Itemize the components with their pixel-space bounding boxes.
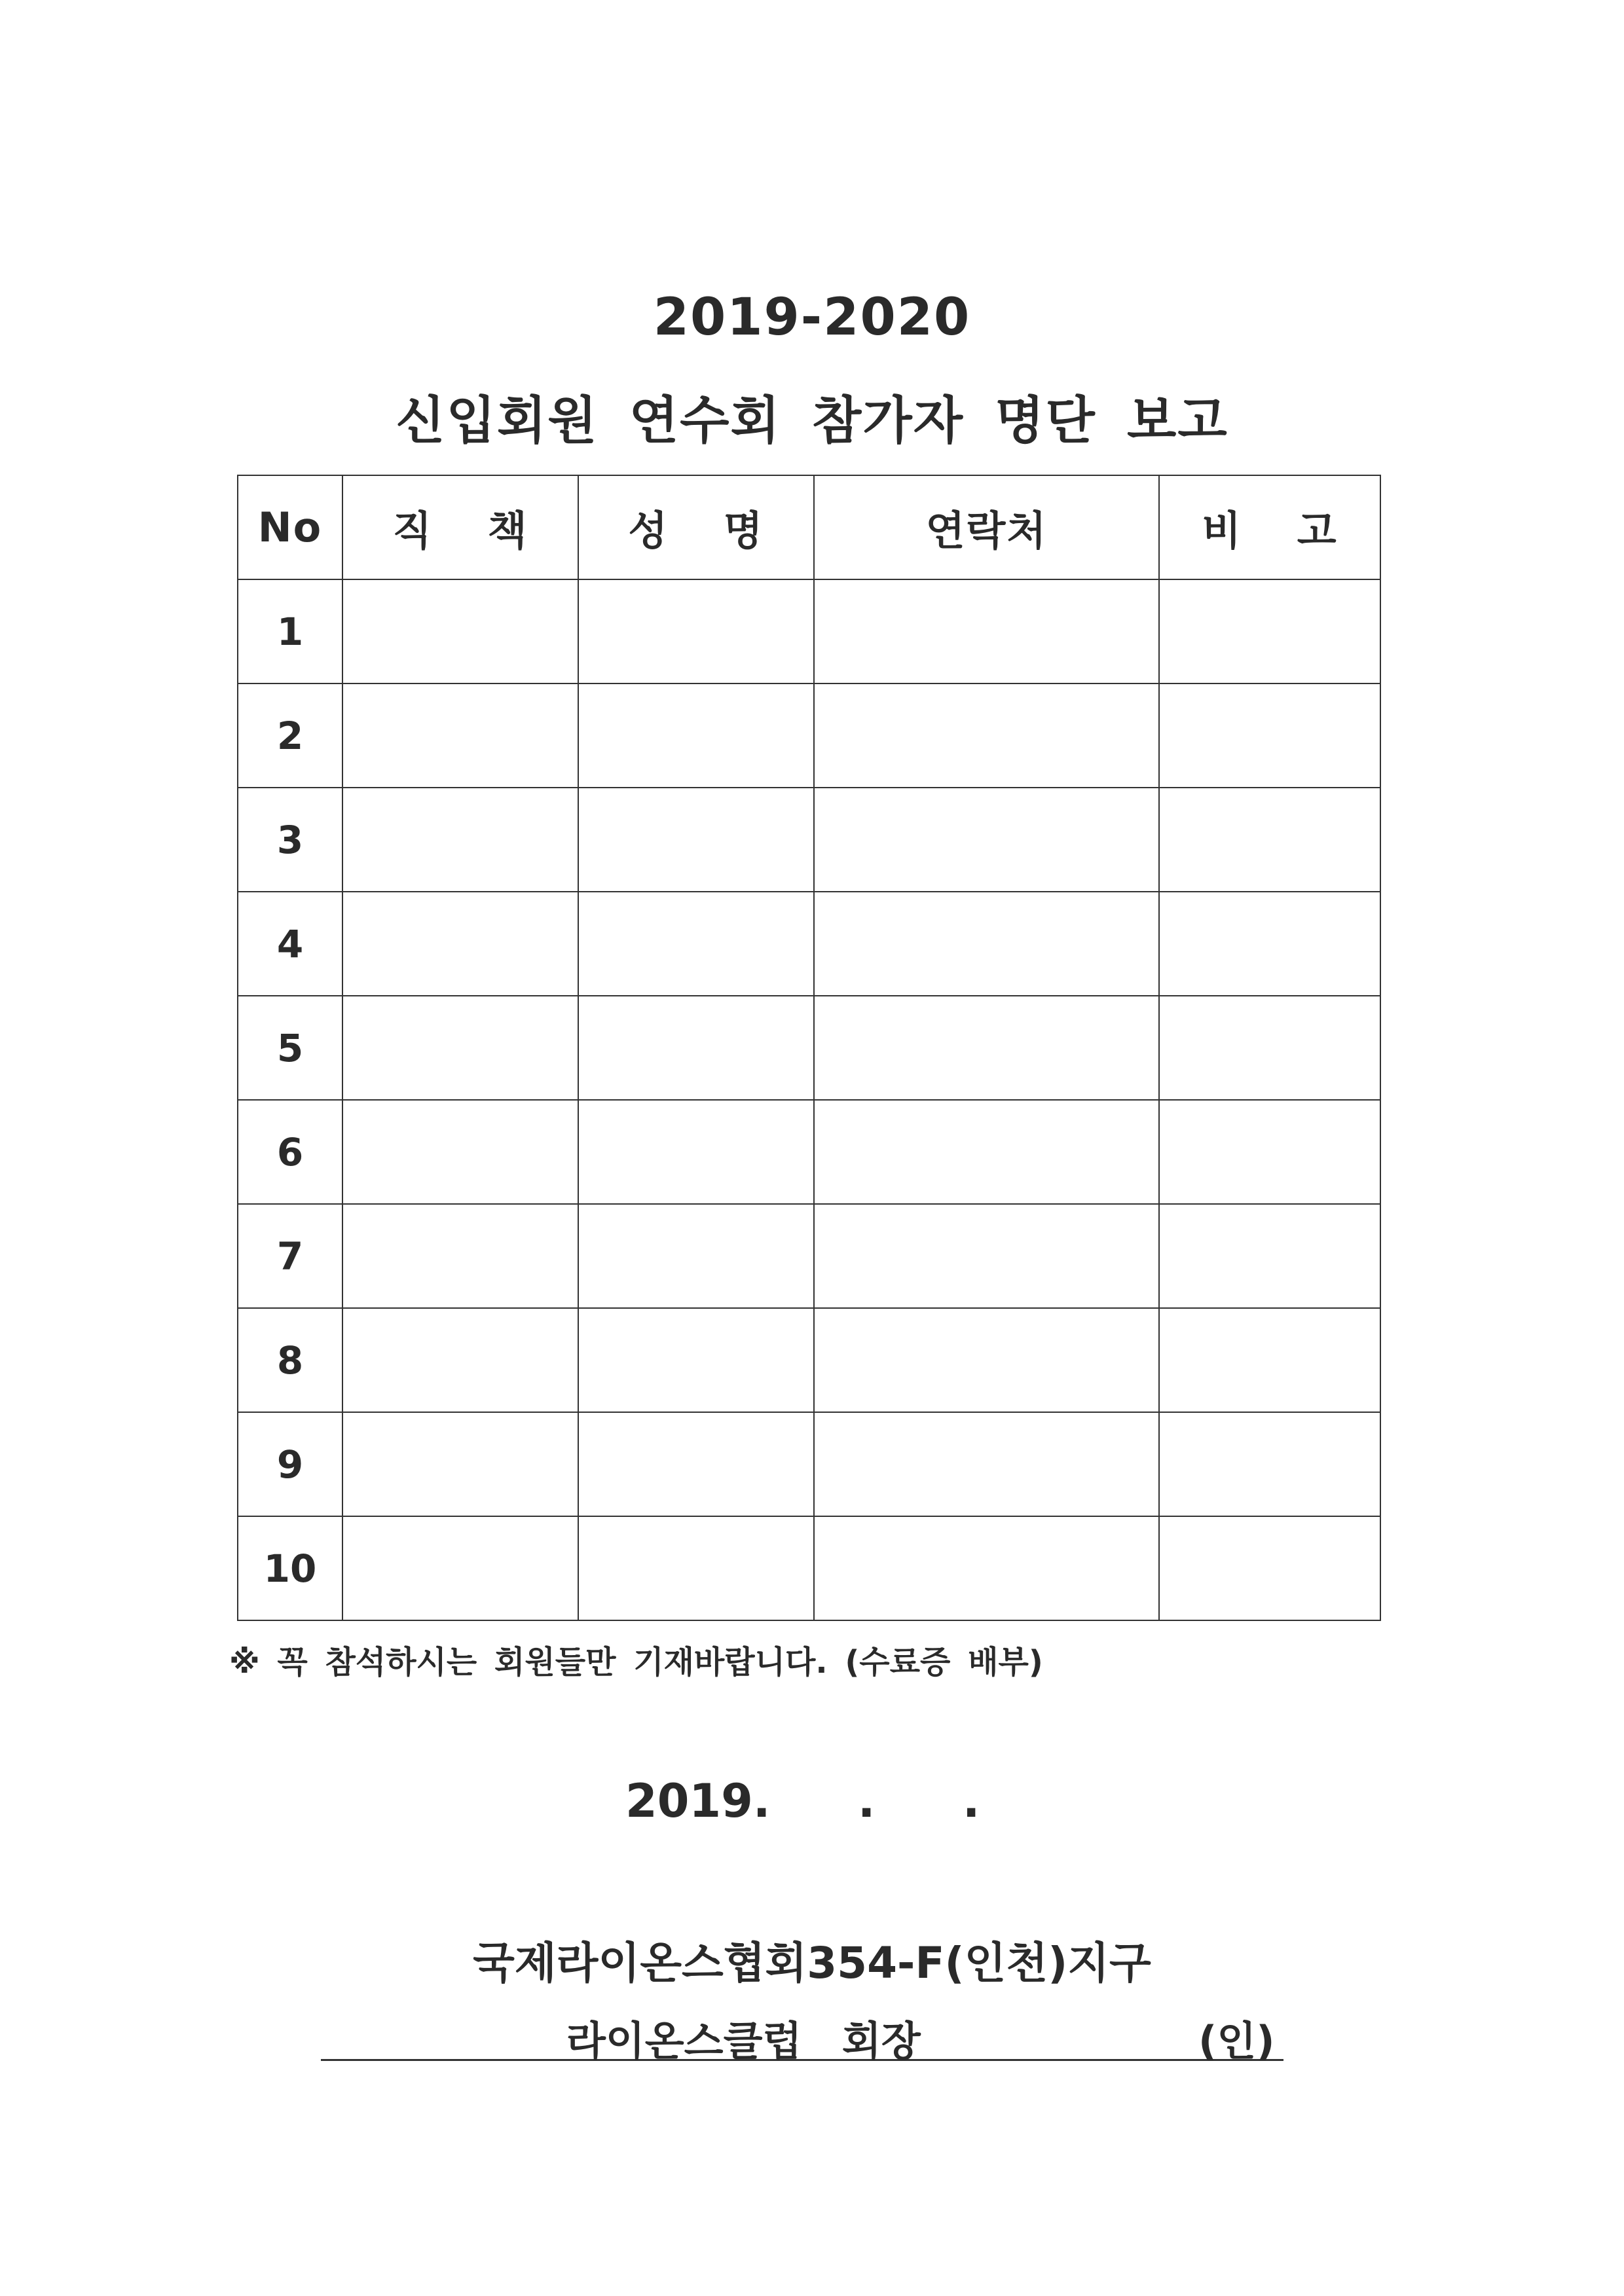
- table-row: [238, 996, 1380, 1100]
- contact-cell[interactable]: [814, 683, 1159, 788]
- position-cell[interactable]: [342, 1308, 578, 1412]
- remarks-cell[interactable]: [1159, 1516, 1380, 1620]
- name-cell[interactable]: [578, 1308, 814, 1412]
- name-cell[interactable]: [578, 1100, 814, 1204]
- name-cell[interactable]: [578, 1204, 814, 1308]
- table-row: [238, 683, 1380, 788]
- header-contact: 연락처: [814, 475, 1159, 579]
- remarks-cell[interactable]: [1159, 996, 1380, 1100]
- remarks-cell[interactable]: [1159, 1204, 1380, 1308]
- row-number: 10: [238, 1516, 342, 1620]
- name-cell[interactable]: [578, 788, 814, 892]
- position-cell[interactable]: [342, 788, 578, 892]
- name-cell[interactable]: [578, 1412, 814, 1516]
- name-cell[interactable]: [578, 683, 814, 788]
- remarks-cell[interactable]: [1159, 1100, 1380, 1204]
- name-cell[interactable]: [578, 996, 814, 1100]
- table-row: [238, 1308, 1380, 1412]
- name-cell[interactable]: [578, 1516, 814, 1620]
- remarks-cell[interactable]: [1159, 683, 1380, 788]
- report-date: [625, 1774, 980, 1828]
- row-number: 9: [238, 1412, 342, 1516]
- name-cell[interactable]: [578, 579, 814, 683]
- position-cell[interactable]: [342, 996, 578, 1100]
- row-number: 4: [238, 892, 342, 996]
- name-cell[interactable]: [578, 892, 814, 996]
- row-number: 3: [238, 788, 342, 892]
- remarks-cell[interactable]: [1159, 1308, 1380, 1412]
- table-row: [238, 1204, 1380, 1308]
- row-number: 2: [238, 683, 342, 788]
- remarks-cell[interactable]: [1159, 892, 1380, 996]
- remarks-cell[interactable]: [1159, 1412, 1380, 1516]
- position-cell[interactable]: [342, 1412, 578, 1516]
- contact-cell[interactable]: [814, 892, 1159, 996]
- header-position: 직 책: [342, 475, 578, 579]
- contact-cell[interactable]: [814, 1412, 1159, 1516]
- position-cell[interactable]: [342, 1100, 578, 1204]
- header-no: No: [238, 475, 342, 579]
- header-name: 성 명: [578, 475, 814, 579]
- row-number: 1: [238, 579, 342, 683]
- table-row: [238, 892, 1380, 996]
- position-cell[interactable]: [342, 892, 578, 996]
- row-number: 5: [238, 996, 342, 1100]
- document-year: 2019-2020: [653, 288, 971, 347]
- contact-cell[interactable]: [814, 996, 1159, 1100]
- date-day-separator: .: [962, 1774, 980, 1828]
- contact-cell[interactable]: [814, 579, 1159, 683]
- attendance-notice: ※ 꼭 참석하시는 회원들만 기재바랍니다. (수료증 배부): [229, 1644, 1043, 1681]
- date-year: 2019.: [625, 1774, 771, 1828]
- participant-table: [237, 475, 1381, 1621]
- contact-cell[interactable]: [814, 1100, 1159, 1204]
- contact-cell[interactable]: [814, 788, 1159, 892]
- row-number: 8: [238, 1308, 342, 1412]
- header-remarks: 비 고: [1159, 475, 1380, 579]
- position-cell[interactable]: [342, 1204, 578, 1308]
- table-header-row: [238, 475, 1380, 579]
- date-month-separator: .: [857, 1774, 876, 1828]
- club-president-label: 라이온스클럽 회장: [566, 2017, 921, 2065]
- seal-mark: (인): [1198, 2017, 1275, 2065]
- contact-cell[interactable]: [814, 1204, 1159, 1308]
- position-cell[interactable]: [342, 1516, 578, 1620]
- remarks-cell[interactable]: [1159, 788, 1380, 892]
- table-row: [238, 1100, 1380, 1204]
- organization-name: 국제라이온스협회354-F(인천)지구: [473, 1938, 1151, 1988]
- table-row: [238, 1412, 1380, 1516]
- position-cell[interactable]: [342, 683, 578, 788]
- contact-cell[interactable]: [814, 1516, 1159, 1620]
- row-number: 7: [238, 1204, 342, 1308]
- table-row: [238, 1516, 1380, 1620]
- position-cell[interactable]: [342, 579, 578, 683]
- remarks-cell[interactable]: [1159, 579, 1380, 683]
- contact-cell[interactable]: [814, 1308, 1159, 1412]
- table-row: [238, 788, 1380, 892]
- table-row: [238, 579, 1380, 683]
- document-title: 신입회원 연수회 참가자 명단 보고: [396, 392, 1228, 450]
- row-number: 6: [238, 1100, 342, 1204]
